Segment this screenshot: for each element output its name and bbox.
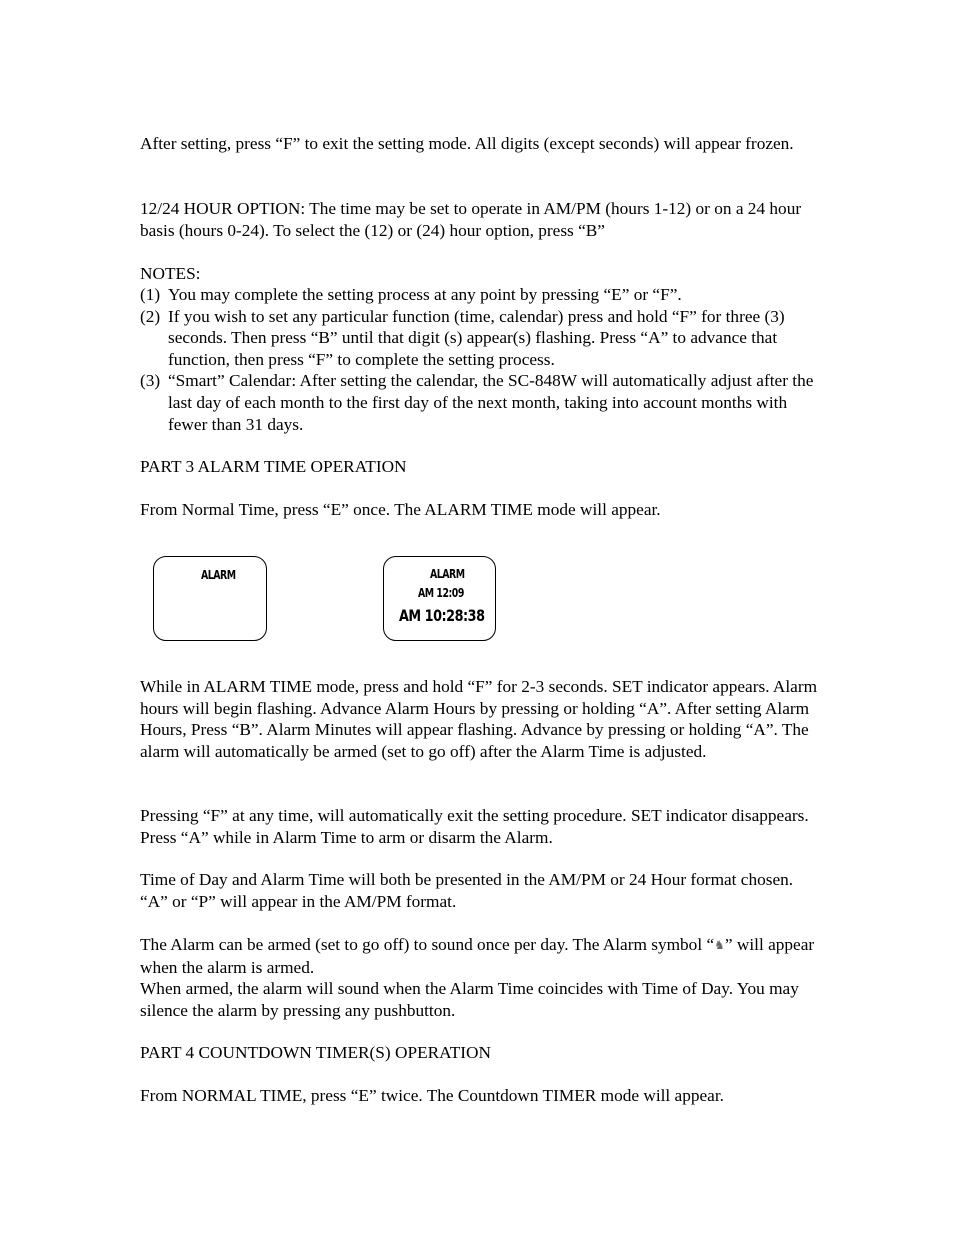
paragraph-alarm-armed: The Alarm can be armed (set to go off) to sound once per day. The Alarm symbol “♞” will appear when the alarm is armed. When armed, the alarm will sound when the Alarm Time coincides with Time of Day. You may silence the alarm by pressing any pushbutton. xyxy=(140,935,815,1020)
part3-heading: PART 3 ALARM TIME OPERATION xyxy=(140,457,407,476)
paragraph-12-24-hour-option: 12/24 HOUR OPTION: The time may be set to operate in AM/PM (hours 1-12) or on a 24 hour basis (hours 0-24). To select the (12) or (24) hour option, press “B” xyxy=(140,199,802,240)
paragraph-exit-setting: After setting, press “F” to exit the setting mode. All digits (except seconds) will appear frozen. xyxy=(140,134,794,153)
note-number: (1) xyxy=(140,285,161,304)
note-item xyxy=(140,284,820,306)
note-number: (2) xyxy=(140,306,161,326)
notes-heading: NOTES: xyxy=(140,264,201,283)
paragraph-alarm-setting: While in ALARM TIME mode, press and hold “F” for 2-3 seconds. SET indicator appears. Alarm hours will begin flashing. Advance Alarm Hours by pressing or holding “A”. After setting Alarm Hours, Press “B”. Alarm Minutes will appear flashing. Advance by pressing or holding “A”. The alarm will automatically be armed (set to go off) after the Alarm Time is adjusted. xyxy=(140,677,818,761)
lcd-display-alarm-time xyxy=(383,556,496,641)
paragraph-time-format: Time of Day and Alarm Time will both be presented in the AM/PM or 24 Hour format chosen. “A” or “P” will appear in the AM/PM format. xyxy=(140,870,794,911)
paragraph-alarm-mode-entry: From Normal Time, press “E” once. The ALARM TIME mode will appear. xyxy=(140,500,661,519)
paragraph-countdown-entry: From NORMAL TIME, press “E” twice. The Countdown TIMER mode will appear. xyxy=(140,1086,724,1105)
note-text: If you wish to set any particular function (time, calendar) press and hold “F” for three (3) seconds. Then press “B” until that digit (s) appear(s) flashing. Press “A” to advance that function, then press “F” to complete the setting process. xyxy=(168,306,785,369)
bell-icon: ♞ xyxy=(714,938,725,952)
notes-list xyxy=(140,284,820,435)
note-text: “Smart” Calendar: After setting the calendar, the SC-848W will automatically adjust after the last day of each month to the first day of the next month, taking into account months with fewer than 31 days. xyxy=(168,371,814,434)
lcd-display-alarm-blank xyxy=(153,556,267,641)
paragraph-exit-alarm-setting: Pressing “F” at any time, will automatically exit the setting procedure. SET indicator disappears. Press “A” while in Alarm Time to arm or disarm the Alarm. xyxy=(140,806,809,847)
lcd-alarm-label: ALARM xyxy=(430,567,465,581)
lcd-alarm-time: AM 12:09 xyxy=(418,586,464,600)
note-item xyxy=(140,370,820,435)
note-number: (3) xyxy=(140,371,161,391)
note-item xyxy=(140,306,820,371)
lcd-alarm-label: ALARM xyxy=(201,568,236,582)
part4-heading: PART 4 COUNTDOWN TIMER(S) OPERATION xyxy=(140,1043,492,1062)
lcd-current-time: AM 10:28:38 xyxy=(399,606,485,625)
note-text: You may complete the setting process at any point by pressing “E” or “F”. xyxy=(168,285,682,304)
